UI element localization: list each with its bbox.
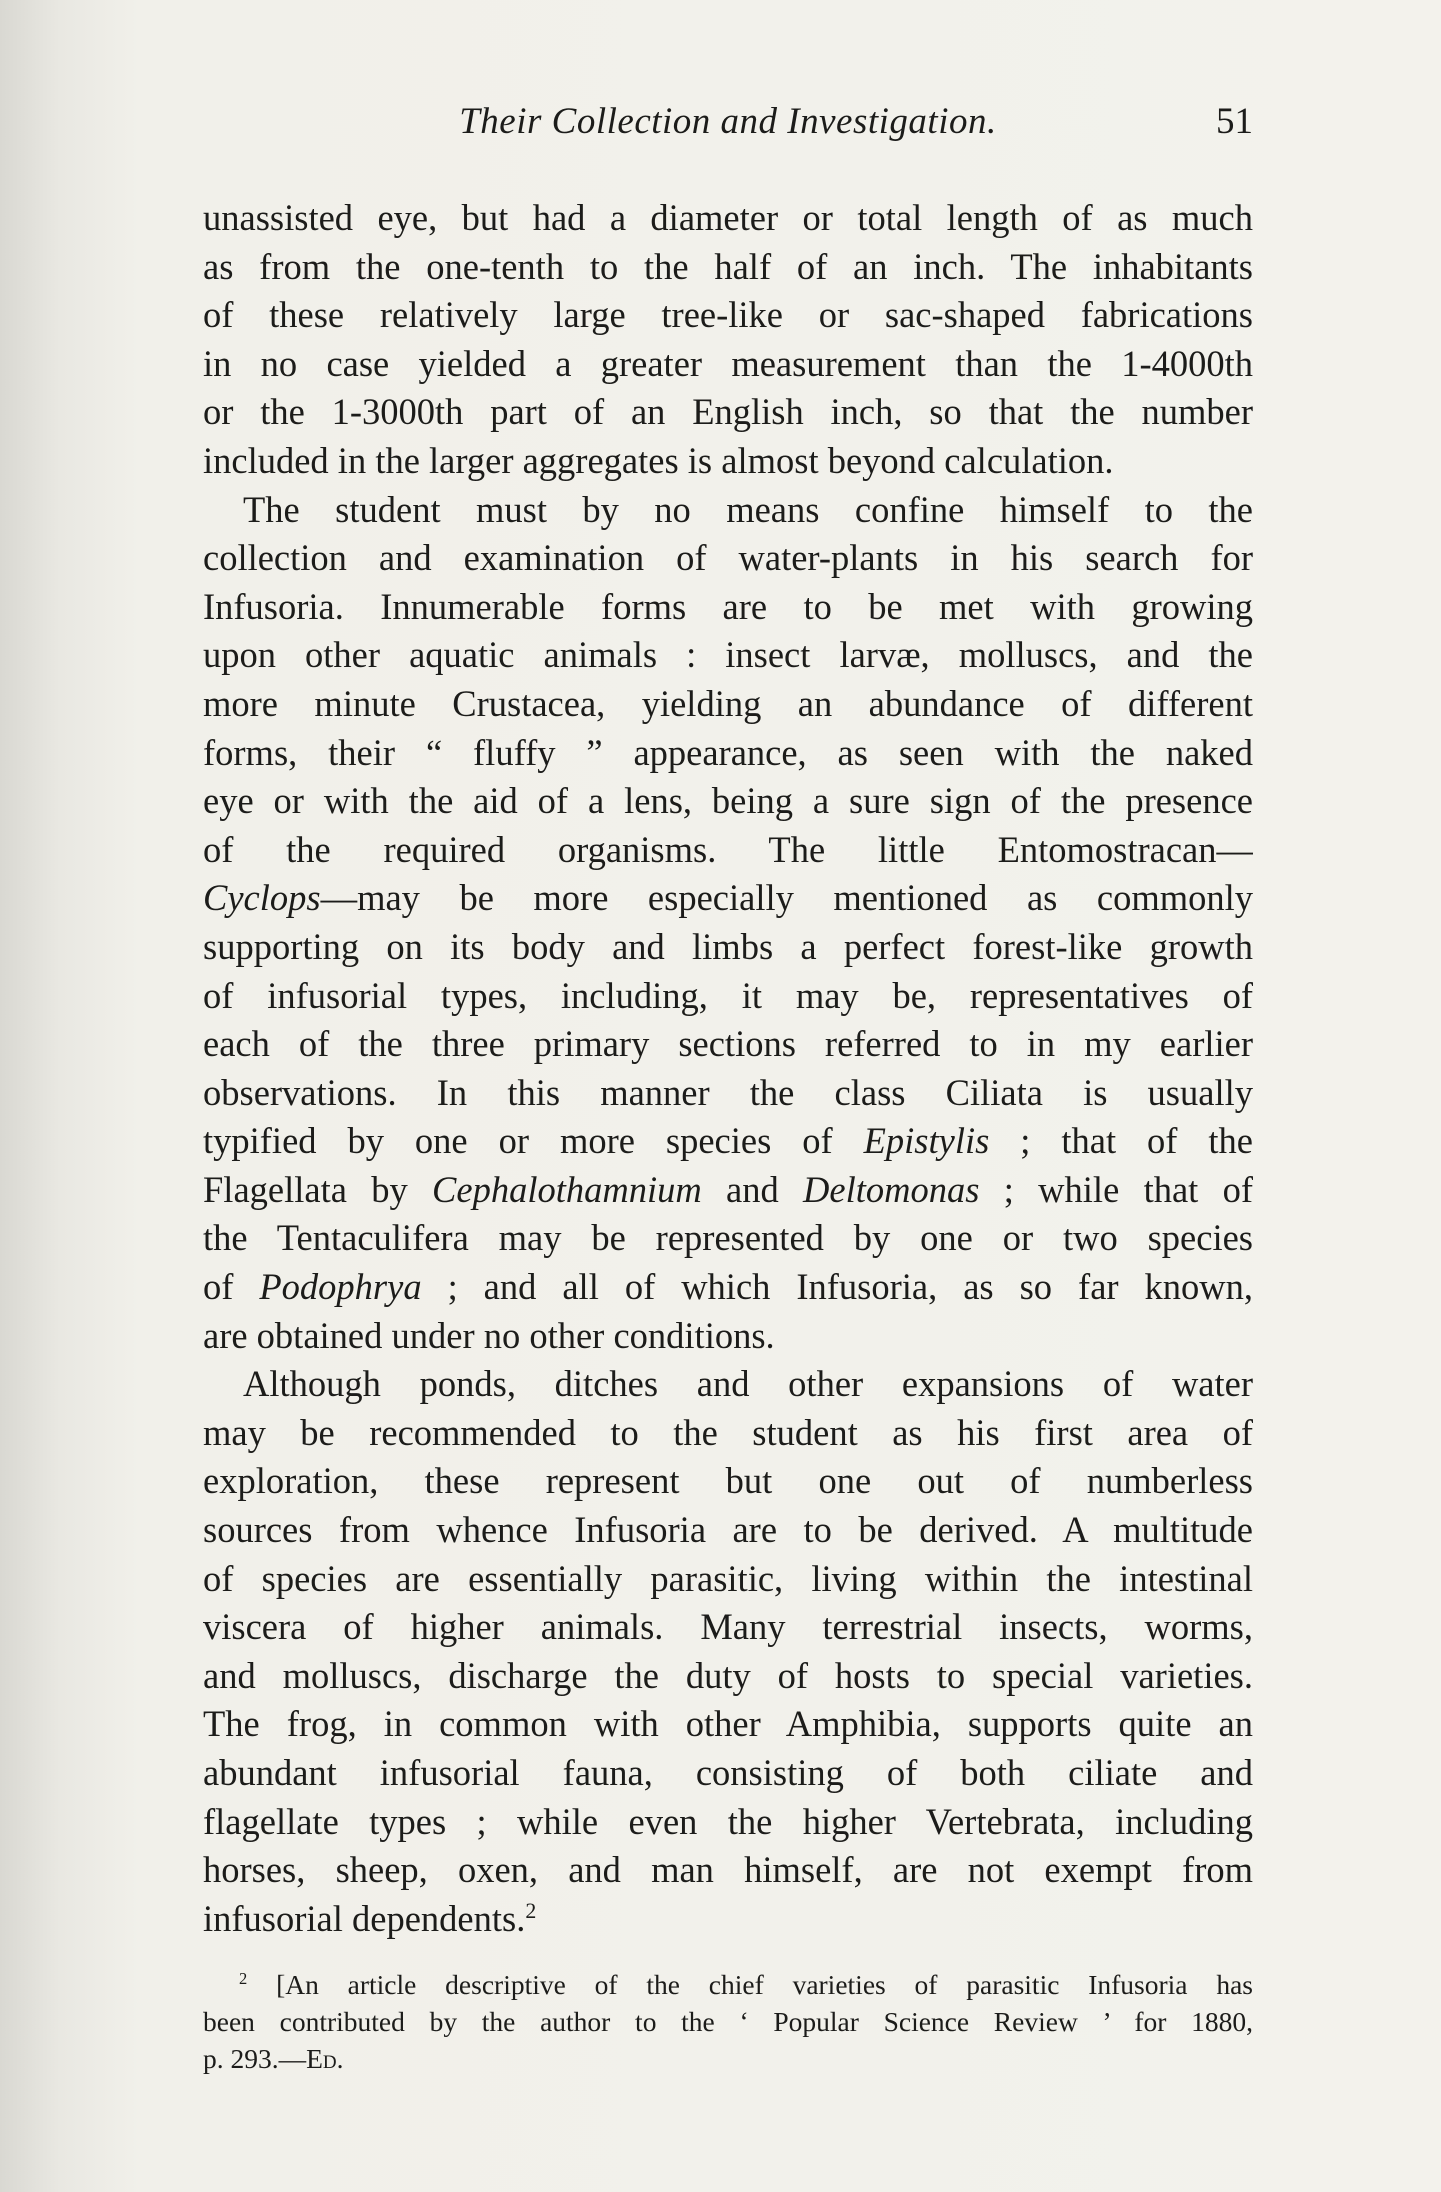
page-number: 51 <box>1216 101 1253 142</box>
text-line: upon other aquatic animals : insect larvæ, molluscs, and the <box>203 634 1253 676</box>
text-run: [An article descriptive of the chief varieties of parasitic Infusoria has <box>247 1969 1253 2000</box>
genus-name: Epistylis <box>863 1120 990 1162</box>
paragraph-2 <box>203 486 1253 1361</box>
text-line: collection and examination of water-plants in his search for <box>203 537 1253 579</box>
footnote-reference[interactable]: 2 <box>525 1897 537 1923</box>
text-run: ; while that of <box>979 1168 1253 1210</box>
running-title: Their Collection and Investigation. <box>459 101 997 142</box>
text-line: observations. In this manner the class Ciliata is usually <box>203 1071 1253 1113</box>
footnote-line <box>203 2040 1253 2077</box>
text-line: horses, sheep, oxen, and man himself, are not exempt from <box>203 1849 1253 1891</box>
text-line: included in the larger aggregates is almost beyond calculation. <box>203 439 1114 481</box>
text-line: Infusoria. Innumerable forms are to be met with growing <box>203 585 1253 627</box>
text-line: Although ponds, ditches and other expansions of water <box>243 1363 1253 1405</box>
text-line: viscera of higher animals. Many terrestrial insects, worms, <box>203 1606 1253 1648</box>
text-run: and <box>701 1168 804 1210</box>
paragraph-3 <box>203 1360 1253 1943</box>
text-run: ; that of the <box>989 1120 1253 1162</box>
genus-name: Deltomonas <box>803 1168 980 1210</box>
text-line <box>203 1895 1253 1944</box>
body-text <box>203 194 1253 1943</box>
text-line: sources from whence Infusoria are to be derived. A multitude <box>203 1509 1253 1551</box>
text-line: unassisted eye, but had a diameter or total length of as much <box>203 197 1253 238</box>
text-line: forms, their “ fluffy ” appearance, as seen with the naked <box>203 731 1253 773</box>
text-line: eye or with the aid of a lens, being a sure sign of the presence <box>203 780 1253 822</box>
text-line: may be recommended to the student as his first area of <box>203 1411 1253 1453</box>
text-line: as from the one-tenth to the half of an inch. The inhabitants <box>203 245 1253 287</box>
text-line: each of the three primary sections referred to in my earlier <box>203 1023 1253 1065</box>
footnote-line <box>203 1966 1253 2003</box>
text-run: typified by one or more species of <box>203 1120 864 1162</box>
text-line <box>203 1263 1253 1312</box>
genus-name: Cyclops <box>203 877 321 919</box>
text-line: The student must by no means confine himself to the <box>243 488 1253 530</box>
text-line: the Tentaculifera may be represented by one or two species <box>203 1217 1253 1259</box>
running-header <box>203 100 1253 150</box>
text-line: of the required organisms. The little Entomostracan— <box>203 828 1253 870</box>
text-line <box>203 874 1253 923</box>
text-run: Flagellata by <box>203 1168 433 1210</box>
text-line: The frog, in common with other Amphibia, supports quite an <box>203 1703 1253 1745</box>
text-run: —may be more especially mentioned as commonly <box>320 877 1253 919</box>
text-run: ; and all of which Infusoria, as so far known, <box>421 1266 1253 1308</box>
text-line: or the 1-3000th part of an English inch, so that the number <box>203 391 1253 433</box>
genus-name: Cephalothamnium <box>432 1168 702 1210</box>
text-line: more minute Crustacea, yielding an abundance of different <box>203 682 1253 724</box>
paragraph-1 <box>203 194 1253 486</box>
text-line: of these relatively large tree-like or sac-shaped fabrications <box>203 294 1253 336</box>
text-line <box>203 1117 1253 1166</box>
text-line: of species are essentially parasitic, living within the intestinal <box>203 1557 1253 1599</box>
text-line: exploration, these represent but one out of numberless <box>203 1460 1253 1502</box>
footnote-line: been contributed by the author to the ‘ Popular Science Review ’ for 1880, <box>203 2006 1253 2037</box>
text-line: and molluscs, discharge the duty of hosts to special varieties. <box>203 1654 1253 1696</box>
text-line: abundant infusorial fauna, consisting of both ciliate and <box>203 1752 1253 1793</box>
text-run: p. 293.— <box>203 2043 307 2074</box>
text-run: of <box>203 1266 260 1308</box>
footnote <box>203 1966 1253 2077</box>
footnote-marker: 2 <box>239 1968 248 1988</box>
genus-name: Podophrya <box>259 1266 422 1308</box>
text-line <box>203 1166 1253 1215</box>
text-line: supporting on its body and limbs a perfect forest-like growth <box>203 925 1253 967</box>
editor-mark: Ed. <box>306 2043 344 2074</box>
text-line: of infusorial types, including, it may be, representatives of <box>203 974 1253 1016</box>
text-line: are obtained under no other conditions. <box>203 1314 775 1356</box>
text-line: flagellate types ; while even the higher Vertebrata, including <box>203 1800 1253 1842</box>
text-line: in no case yielded a greater measurement than the 1-4000th <box>203 342 1253 384</box>
text-run: infusorial dependents. <box>203 1897 526 1939</box>
